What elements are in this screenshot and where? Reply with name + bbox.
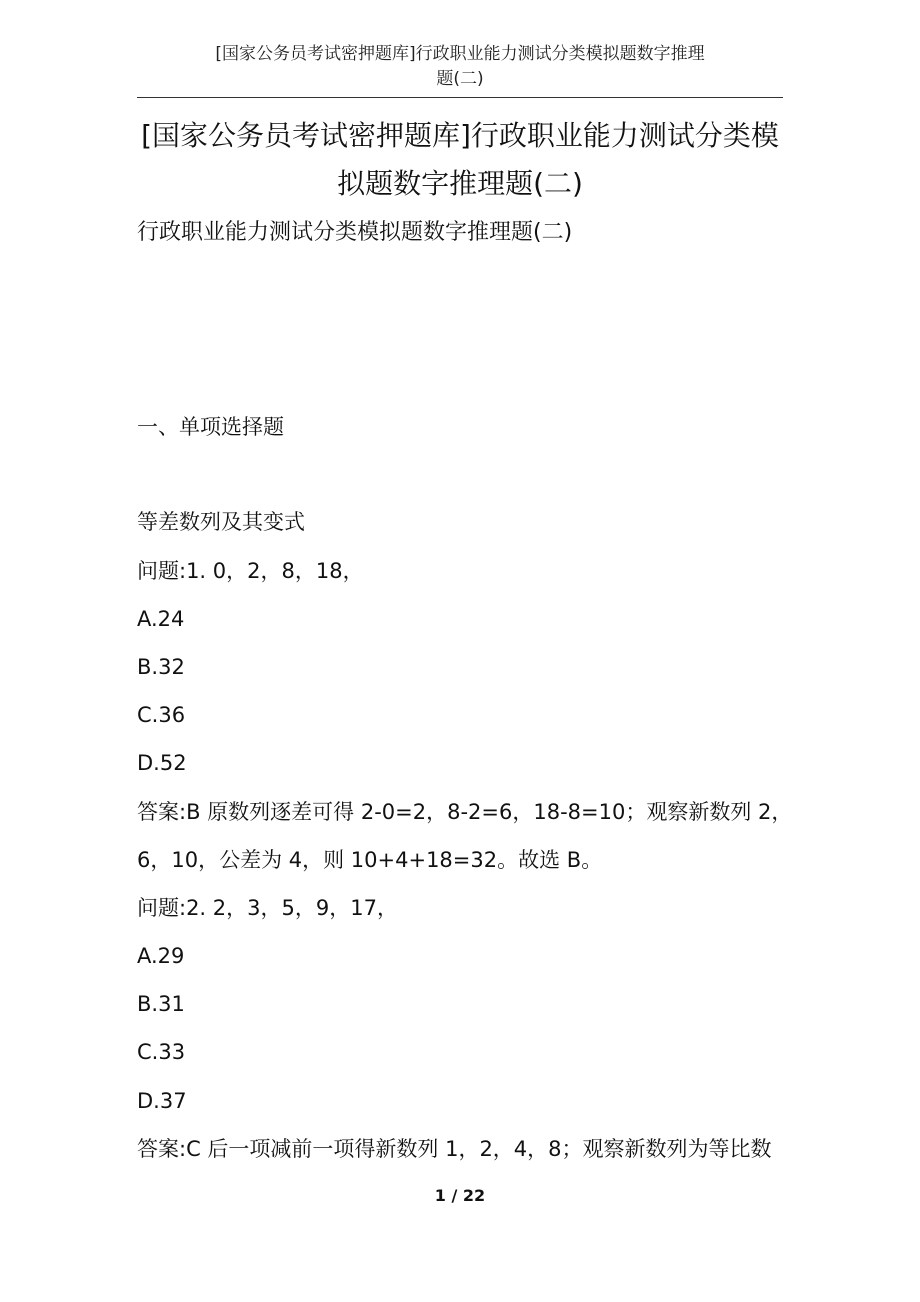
question-2-answer-line-1: 答案:C 后一项减前一项得新数列 1，2，4，8；观察新数列为等比数 xyxy=(137,1137,772,1161)
question-2-option-d: D.37 xyxy=(137,1089,187,1113)
document-title xyxy=(130,112,790,208)
subtitle: 行政职业能力测试分类模拟题数字推理题(二) xyxy=(137,220,573,245)
document-title-line-1: [国家公务员考试密押题库]行政职业能力测试分类模 xyxy=(141,119,779,152)
document-title-line-2: 拟题数字推理题(二) xyxy=(337,167,583,200)
question-2-option-c: C.33 xyxy=(137,1040,186,1064)
header-divider xyxy=(137,97,783,98)
question-1-answer-line-2: 6，10，公差为 4，则 10+4+18=32。故选 B。 xyxy=(137,848,603,872)
question-1-option-d: D.52 xyxy=(137,751,187,775)
question-2-option-b: B.31 xyxy=(137,992,185,1016)
running-header-line-1: [国家公务员考试密押题库]行政职业能力测试分类模拟题数字推理 xyxy=(215,44,705,64)
category-heading: 等差数列及其变式 xyxy=(137,510,305,534)
question-1-stem: 问题:1. 0，2，8，18， xyxy=(137,559,364,583)
question-1-option-a: A.24 xyxy=(137,607,185,631)
question-2-stem: 问题:2. 2，3，5，9，17， xyxy=(137,896,398,920)
page-number: 1 / 22 xyxy=(434,1186,486,1205)
question-2-option-a: A.29 xyxy=(137,944,185,968)
question-1-option-c: C.36 xyxy=(137,703,186,727)
running-header-line-2: 题(二) xyxy=(436,69,484,89)
question-1-option-b: B.32 xyxy=(137,655,185,679)
running-header xyxy=(137,42,783,92)
question-1-answer-line-1: 答案:B 原数列逐差可得 2-0=2，8-2=6，18-8=10；观察新数列 2， xyxy=(137,800,793,824)
section-heading: 一、单项选择题 xyxy=(137,415,284,439)
